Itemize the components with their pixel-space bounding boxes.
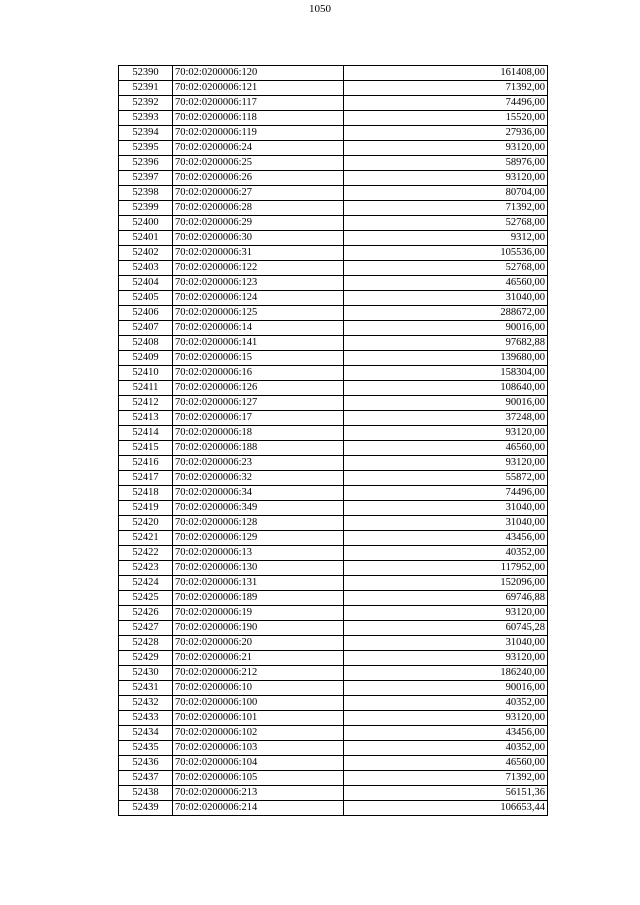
- table-row: [119, 411, 548, 426]
- value-cell: 93120,00: [344, 141, 548, 156]
- cadastral-number-cell: 70:02:0200006:27: [173, 186, 344, 201]
- row-number-cell: 52436: [119, 756, 173, 771]
- cadastral-number-cell: 70:02:0200006:19: [173, 606, 344, 621]
- table-row: [119, 726, 548, 741]
- row-number-cell: 52434: [119, 726, 173, 741]
- value-cell: 46560,00: [344, 441, 548, 456]
- table-row: [119, 321, 548, 336]
- table-row: [119, 471, 548, 486]
- row-number-cell: 52413: [119, 411, 173, 426]
- table-row: [119, 441, 548, 456]
- row-number-cell: 52397: [119, 171, 173, 186]
- value-cell: 93120,00: [344, 606, 548, 621]
- cadastral-number-cell: 70:02:0200006:103: [173, 741, 344, 756]
- row-number-cell: 52412: [119, 396, 173, 411]
- row-number-cell: 52417: [119, 471, 173, 486]
- value-cell: 71392,00: [344, 201, 548, 216]
- value-cell: 93120,00: [344, 651, 548, 666]
- row-number-cell: 52406: [119, 306, 173, 321]
- row-number-cell: 52394: [119, 126, 173, 141]
- value-cell: 9312,00: [344, 231, 548, 246]
- table-row: [119, 666, 548, 681]
- table-row: [119, 591, 548, 606]
- cadastral-number-cell: 70:02:0200006:118: [173, 111, 344, 126]
- table-row: [119, 636, 548, 651]
- registry-table: [118, 65, 548, 816]
- value-cell: 74496,00: [344, 486, 548, 501]
- cadastral-number-cell: 70:02:0200006:24: [173, 141, 344, 156]
- row-number-cell: 52423: [119, 561, 173, 576]
- cadastral-number-cell: 70:02:0200006:119: [173, 126, 344, 141]
- row-number-cell: 52431: [119, 681, 173, 696]
- row-number-cell: 52433: [119, 711, 173, 726]
- table-row: [119, 171, 548, 186]
- cadastral-number-cell: 70:02:0200006:21: [173, 651, 344, 666]
- cadastral-number-cell: 70:02:0200006:10: [173, 681, 344, 696]
- value-cell: 55872,00: [344, 471, 548, 486]
- table-row: [119, 486, 548, 501]
- table-body: [119, 66, 548, 816]
- cadastral-number-cell: 70:02:0200006:131: [173, 576, 344, 591]
- cadastral-number-cell: 70:02:0200006:189: [173, 591, 344, 606]
- cadastral-number-cell: 70:02:0200006:123: [173, 276, 344, 291]
- row-number-cell: 52399: [119, 201, 173, 216]
- table-row: [119, 246, 548, 261]
- value-cell: 117952,00: [344, 561, 548, 576]
- table-row: [119, 276, 548, 291]
- table-row: [119, 141, 548, 156]
- row-number-cell: 52424: [119, 576, 173, 591]
- value-cell: 31040,00: [344, 636, 548, 651]
- value-cell: 52768,00: [344, 216, 548, 231]
- value-cell: 97682,88: [344, 336, 548, 351]
- table-row: [119, 561, 548, 576]
- table-row: [119, 711, 548, 726]
- value-cell: 46560,00: [344, 276, 548, 291]
- cadastral-number-cell: 70:02:0200006:29: [173, 216, 344, 231]
- cadastral-number-cell: 70:02:0200006:28: [173, 201, 344, 216]
- value-cell: 288672,00: [344, 306, 548, 321]
- table-row: [119, 216, 548, 231]
- row-number-cell: 52427: [119, 621, 173, 636]
- row-number-cell: 52428: [119, 636, 173, 651]
- row-number-cell: 52398: [119, 186, 173, 201]
- value-cell: 56151,36: [344, 786, 548, 801]
- value-cell: 40352,00: [344, 696, 548, 711]
- cadastral-number-cell: 70:02:0200006:213: [173, 786, 344, 801]
- row-number-cell: 52400: [119, 216, 173, 231]
- table-row: [119, 381, 548, 396]
- table-row: [119, 621, 548, 636]
- cadastral-number-cell: 70:02:0200006:17: [173, 411, 344, 426]
- cadastral-number-cell: 70:02:0200006:100: [173, 696, 344, 711]
- row-number-cell: 52426: [119, 606, 173, 621]
- cadastral-number-cell: 70:02:0200006:120: [173, 66, 344, 81]
- table-row: [119, 336, 548, 351]
- row-number-cell: 52438: [119, 786, 173, 801]
- row-number-cell: 52407: [119, 321, 173, 336]
- value-cell: 40352,00: [344, 741, 548, 756]
- value-cell: 69746,88: [344, 591, 548, 606]
- value-cell: 93120,00: [344, 456, 548, 471]
- row-number-cell: 52414: [119, 426, 173, 441]
- row-number-cell: 52439: [119, 801, 173, 816]
- value-cell: 139680,00: [344, 351, 548, 366]
- cadastral-number-cell: 70:02:0200006:105: [173, 771, 344, 786]
- row-number-cell: 52396: [119, 156, 173, 171]
- table-row: [119, 351, 548, 366]
- value-cell: 27936,00: [344, 126, 548, 141]
- value-cell: 74496,00: [344, 96, 548, 111]
- row-number-cell: 52411: [119, 381, 173, 396]
- cadastral-number-cell: 70:02:0200006:128: [173, 516, 344, 531]
- value-cell: 40352,00: [344, 546, 548, 561]
- row-number-cell: 52391: [119, 81, 173, 96]
- cadastral-number-cell: 70:02:0200006:32: [173, 471, 344, 486]
- row-number-cell: 52393: [119, 111, 173, 126]
- row-number-cell: 52402: [119, 246, 173, 261]
- table-row: [119, 681, 548, 696]
- table-row: [119, 771, 548, 786]
- value-cell: 152096,00: [344, 576, 548, 591]
- row-number-cell: 52419: [119, 501, 173, 516]
- table-row: [119, 456, 548, 471]
- table-row: [119, 606, 548, 621]
- row-number-cell: 52425: [119, 591, 173, 606]
- value-cell: 46560,00: [344, 756, 548, 771]
- row-number-cell: 52410: [119, 366, 173, 381]
- table-row: [119, 126, 548, 141]
- value-cell: 90016,00: [344, 681, 548, 696]
- row-number-cell: 52409: [119, 351, 173, 366]
- value-cell: 108640,00: [344, 381, 548, 396]
- cadastral-number-cell: 70:02:0200006:30: [173, 231, 344, 246]
- value-cell: 90016,00: [344, 396, 548, 411]
- row-number-cell: 52435: [119, 741, 173, 756]
- table-row: [119, 306, 548, 321]
- table-row: [119, 786, 548, 801]
- row-number-cell: 52421: [119, 531, 173, 546]
- cadastral-number-cell: 70:02:0200006:117: [173, 96, 344, 111]
- table-row: [119, 651, 548, 666]
- cadastral-number-cell: 70:02:0200006:349: [173, 501, 344, 516]
- table-row: [119, 576, 548, 591]
- row-number-cell: 52422: [119, 546, 173, 561]
- table-row: [119, 81, 548, 96]
- table-row: [119, 531, 548, 546]
- value-cell: 80704,00: [344, 186, 548, 201]
- row-number-cell: 52395: [119, 141, 173, 156]
- table-row: [119, 516, 548, 531]
- table-row: [119, 156, 548, 171]
- table-row: [119, 501, 548, 516]
- table-row: [119, 801, 548, 816]
- cadastral-number-cell: 70:02:0200006:124: [173, 291, 344, 306]
- value-cell: 186240,00: [344, 666, 548, 681]
- page-number: 1050: [309, 3, 331, 15]
- cadastral-number-cell: 70:02:0200006:212: [173, 666, 344, 681]
- cadastral-number-cell: 70:02:0200006:104: [173, 756, 344, 771]
- value-cell: 31040,00: [344, 291, 548, 306]
- cadastral-number-cell: 70:02:0200006:31: [173, 246, 344, 261]
- table-row: [119, 261, 548, 276]
- table-row: [119, 546, 548, 561]
- cadastral-number-cell: 70:02:0200006:23: [173, 456, 344, 471]
- cadastral-number-cell: 70:02:0200006:127: [173, 396, 344, 411]
- cadastral-number-cell: 70:02:0200006:34: [173, 486, 344, 501]
- value-cell: 161408,00: [344, 66, 548, 81]
- row-number-cell: 52415: [119, 441, 173, 456]
- row-number-cell: 52437: [119, 771, 173, 786]
- value-cell: 106653,44: [344, 801, 548, 816]
- value-cell: 93120,00: [344, 426, 548, 441]
- cadastral-number-cell: 70:02:0200006:13: [173, 546, 344, 561]
- value-cell: 93120,00: [344, 171, 548, 186]
- value-cell: 158304,00: [344, 366, 548, 381]
- cadastral-number-cell: 70:02:0200006:141: [173, 336, 344, 351]
- value-cell: 71392,00: [344, 81, 548, 96]
- cadastral-number-cell: 70:02:0200006:15: [173, 351, 344, 366]
- value-cell: 90016,00: [344, 321, 548, 336]
- table-row: [119, 366, 548, 381]
- table-row: [119, 186, 548, 201]
- table-row: [119, 231, 548, 246]
- row-number-cell: 52392: [119, 96, 173, 111]
- value-cell: 15520,00: [344, 111, 548, 126]
- cadastral-number-cell: 70:02:0200006:101: [173, 711, 344, 726]
- value-cell: 105536,00: [344, 246, 548, 261]
- table-row: [119, 696, 548, 711]
- value-cell: 60745,28: [344, 621, 548, 636]
- cadastral-number-cell: 70:02:0200006:130: [173, 561, 344, 576]
- row-number-cell: 52432: [119, 696, 173, 711]
- cadastral-number-cell: 70:02:0200006:14: [173, 321, 344, 336]
- row-number-cell: 52405: [119, 291, 173, 306]
- value-cell: 52768,00: [344, 261, 548, 276]
- row-number-cell: 52420: [119, 516, 173, 531]
- cadastral-number-cell: 70:02:0200006:26: [173, 171, 344, 186]
- value-cell: 71392,00: [344, 771, 548, 786]
- row-number-cell: 52408: [119, 336, 173, 351]
- cadastral-number-cell: 70:02:0200006:126: [173, 381, 344, 396]
- table-row: [119, 741, 548, 756]
- cadastral-number-cell: 70:02:0200006:188: [173, 441, 344, 456]
- row-number-cell: 52430: [119, 666, 173, 681]
- cadastral-number-cell: 70:02:0200006:102: [173, 726, 344, 741]
- table-row: [119, 111, 548, 126]
- row-number-cell: 52404: [119, 276, 173, 291]
- table-row: [119, 66, 548, 81]
- value-cell: 31040,00: [344, 501, 548, 516]
- cadastral-number-cell: 70:02:0200006:25: [173, 156, 344, 171]
- row-number-cell: 52401: [119, 231, 173, 246]
- value-cell: 93120,00: [344, 711, 548, 726]
- value-cell: 43456,00: [344, 726, 548, 741]
- table-row: [119, 756, 548, 771]
- cadastral-number-cell: 70:02:0200006:129: [173, 531, 344, 546]
- cadastral-number-cell: 70:02:0200006:214: [173, 801, 344, 816]
- table-row: [119, 201, 548, 216]
- row-number-cell: 52418: [119, 486, 173, 501]
- table-row: [119, 291, 548, 306]
- value-cell: 37248,00: [344, 411, 548, 426]
- row-number-cell: 52403: [119, 261, 173, 276]
- row-number-cell: 52416: [119, 456, 173, 471]
- value-cell: 58976,00: [344, 156, 548, 171]
- cadastral-number-cell: 70:02:0200006:125: [173, 306, 344, 321]
- cadastral-number-cell: 70:02:0200006:16: [173, 366, 344, 381]
- table-row: [119, 426, 548, 441]
- value-cell: 31040,00: [344, 516, 548, 531]
- row-number-cell: 52429: [119, 651, 173, 666]
- row-number-cell: 52390: [119, 66, 173, 81]
- cadastral-number-cell: 70:02:0200006:121: [173, 81, 344, 96]
- cadastral-number-cell: 70:02:0200006:18: [173, 426, 344, 441]
- value-cell: 43456,00: [344, 531, 548, 546]
- table-row: [119, 396, 548, 411]
- cadastral-number-cell: 70:02:0200006:190: [173, 621, 344, 636]
- cadastral-number-cell: 70:02:0200006:122: [173, 261, 344, 276]
- cadastral-number-cell: 70:02:0200006:20: [173, 636, 344, 651]
- table-row: [119, 96, 548, 111]
